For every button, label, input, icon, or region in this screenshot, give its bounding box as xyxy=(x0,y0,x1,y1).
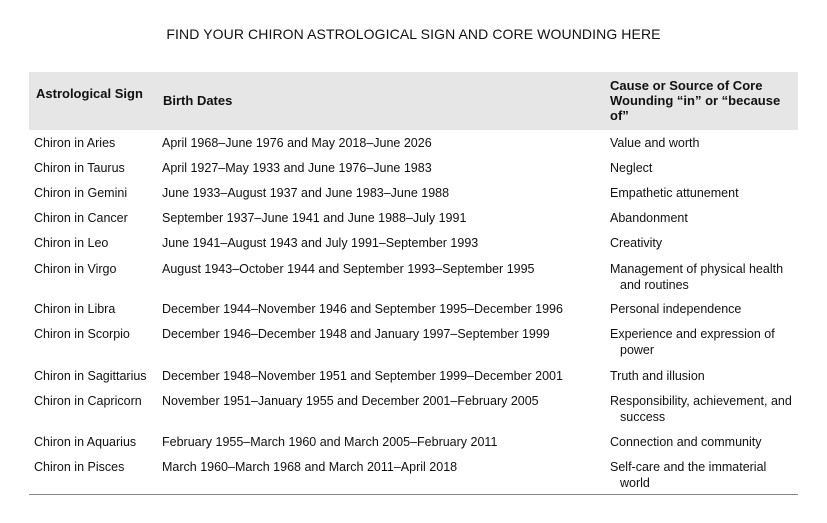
cell-cause-line: Truth and illusion xyxy=(610,369,705,383)
cell-cause xyxy=(610,185,795,201)
cell-cause-line: Self-care and the immaterial xyxy=(610,460,767,474)
cell-cause xyxy=(610,393,795,425)
cell-dates: December 1946–December 1948 and January 1997–September 1999 xyxy=(162,327,550,341)
cell-sign: Chiron in Libra xyxy=(34,302,116,316)
cell-dates: June 1933–August 1937 and June 1983–June 1988 xyxy=(162,186,450,200)
cell-dates: April 1927–May 1933 and June 1976–June 1983 xyxy=(162,161,432,175)
header-sign: Astrological Sign xyxy=(36,86,143,101)
chiron-table xyxy=(29,72,798,490)
cell-cause xyxy=(610,301,795,317)
cell-cause xyxy=(610,326,795,358)
cell-cause-continuation: success xyxy=(620,410,666,424)
cell-cause xyxy=(610,135,795,151)
cell-dates: September 1937–June 1941 and June 1988–July 1991 xyxy=(162,211,467,225)
cell-cause xyxy=(610,368,795,384)
cell-cause-continuation: and routines xyxy=(620,278,689,292)
cell-dates: December 1948–November 1951 and September 1999–December 2001 xyxy=(162,369,563,383)
cell-cause-line: Connection and community xyxy=(610,435,762,449)
cell-sign: Chiron in Taurus xyxy=(34,161,125,175)
cell-cause-line: Empathetic attunement xyxy=(610,186,739,200)
cell-sign: Chiron in Virgo xyxy=(34,262,117,276)
header-dates: Birth Dates xyxy=(163,93,233,108)
page-title: FIND YOUR CHIRON ASTROLOGICAL SIGN AND CORE WOUNDING HERE xyxy=(166,26,661,42)
cell-cause-line: Personal independence xyxy=(610,302,742,316)
cell-sign: Chiron in Leo xyxy=(34,236,109,250)
cell-dates: November 1951–January 1955 and December 2001–February 2005 xyxy=(162,394,539,408)
table-header xyxy=(29,72,798,130)
cell-sign: Chiron in Aries xyxy=(34,136,116,150)
cell-dates: June 1941–August 1943 and July 1991–September 1993 xyxy=(162,236,479,250)
cell-sign: Chiron in Aquarius xyxy=(34,435,137,449)
cell-dates: February 1955–March 1960 and March 2005–February 2011 xyxy=(162,435,498,449)
cell-dates: December 1944–November 1946 and September 1995–December 1996 xyxy=(162,302,563,316)
cell-sign: Chiron in Cancer xyxy=(34,211,128,225)
cell-cause-line: Experience and expression of xyxy=(610,327,775,341)
cell-cause-line: Abandonment xyxy=(610,211,688,225)
cell-cause-continuation: power xyxy=(620,343,655,357)
cell-cause-line: Value and worth xyxy=(610,136,700,150)
bottom-rule xyxy=(29,494,798,495)
cell-cause-line: Responsibility, achievement, and xyxy=(610,394,792,408)
cell-cause xyxy=(610,459,795,491)
cell-cause xyxy=(610,160,795,176)
cell-cause xyxy=(610,434,795,450)
header-cause: Cause or Source of Core Wounding “in” or “because of” xyxy=(610,78,781,123)
cell-sign: Chiron in Sagittarius xyxy=(34,369,147,383)
cell-cause-line: Management of physical health xyxy=(610,262,784,276)
cell-sign: Chiron in Gemini xyxy=(34,186,128,200)
cell-sign: Chiron in Scorpio xyxy=(34,327,130,341)
cell-cause-line: Creativity xyxy=(610,236,663,250)
cell-cause xyxy=(610,210,795,226)
cell-dates: March 1960–March 1968 and March 2011–April 2018 xyxy=(162,460,458,474)
cell-cause-continuation: world xyxy=(620,476,650,490)
cell-cause-line: Neglect xyxy=(610,161,653,175)
cell-sign: Chiron in Capricorn xyxy=(34,394,142,408)
cell-dates: August 1943–October 1944 and September 1993–September 1995 xyxy=(162,262,535,276)
cell-sign: Chiron in Pisces xyxy=(34,460,125,474)
cell-cause xyxy=(610,235,795,251)
cell-cause xyxy=(610,261,795,293)
cell-dates: April 1968–June 1976 and May 2018–June 2026 xyxy=(162,136,432,150)
